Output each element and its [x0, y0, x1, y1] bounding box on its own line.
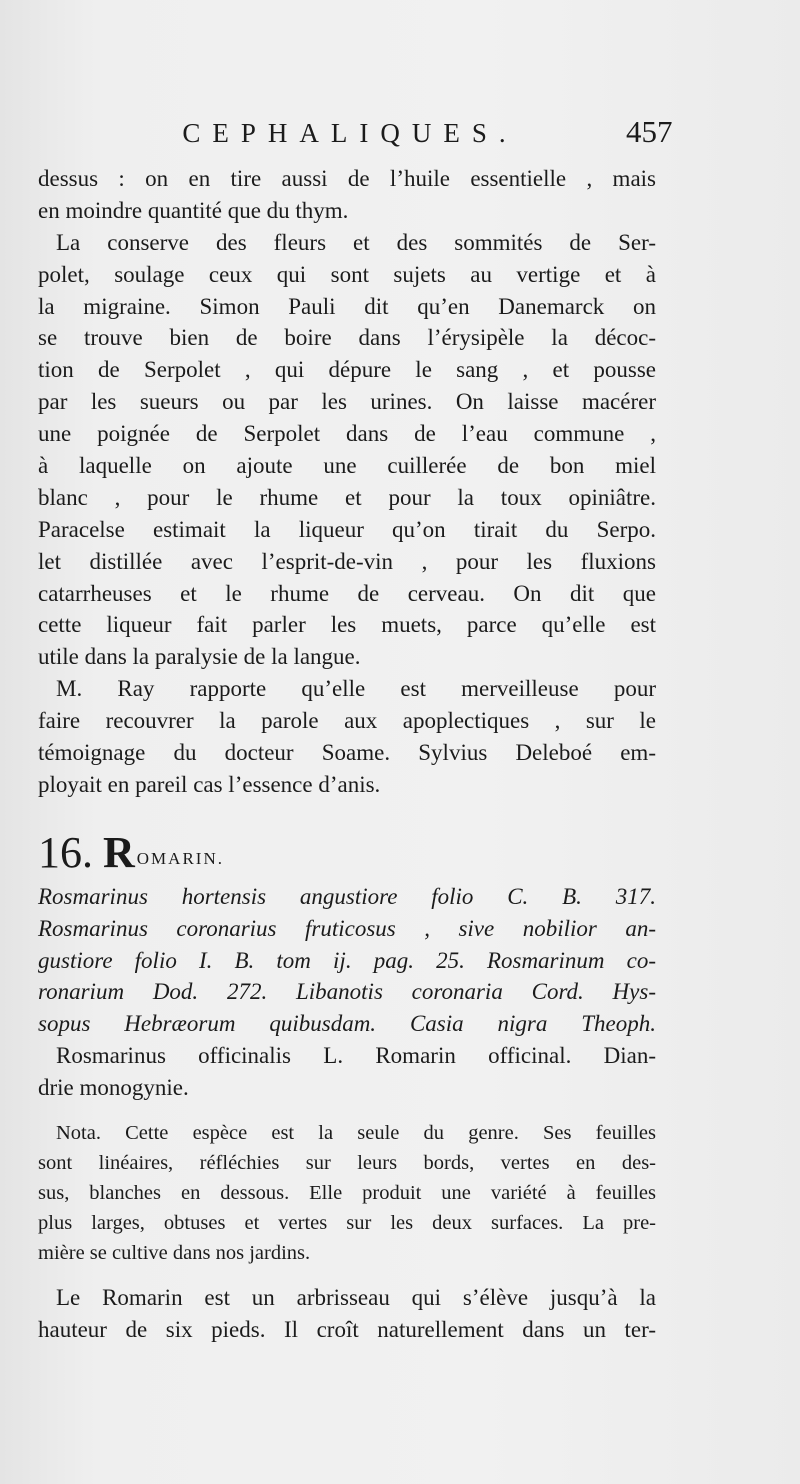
officinal-line: Rosmarinus officinalis L. Romarin officinal. Dian-: [56, 1043, 656, 1069]
nota-line: plus larges, obtuses et vertes sur les deux surfaces. La pre-: [38, 1212, 656, 1235]
text-line: Le Romarin est un arbrisseau qui s’élève jusqu’à la: [56, 1285, 656, 1311]
section-initial: R: [103, 827, 135, 877]
text-line: faire recouvrer la parole aux apoplectiques , sur le: [38, 708, 656, 734]
text-line: en moindre quantité que du thym.: [38, 197, 349, 223]
text-line: La conserve des fleurs et des sommités de Ser-: [56, 229, 656, 255]
spacer: [38, 1268, 656, 1282]
nota-line: sus, blanches en dessous. Elle produit une variété à feuilles: [38, 1182, 656, 1205]
text-line: témoignage du docteur Soame. Sylvius Deleboé em-: [38, 740, 656, 766]
text-line: se trouve bien de boire dans l’érysipèle la décoc-: [38, 325, 656, 351]
officinal-line: drie monogynie.: [38, 1075, 189, 1101]
nota-block: [38, 1118, 656, 1268]
page-number: 457: [626, 114, 673, 149]
nota-line: sont linéaires, réfléchies sur leurs bords, vertes en des-: [38, 1152, 656, 1175]
page-text: [38, 163, 656, 1346]
text-line: tion de Serpolet , qui dépure le sang , et pousse: [38, 357, 656, 383]
text-line: let distillée avec l’esprit-de-vin , pour les fluxions: [38, 548, 656, 574]
text-line: Paracelse estimait la liqueur qu’on tirait du Serpo.: [38, 516, 656, 542]
text-line: à laquelle on ajoute une cuillerée de bon miel: [38, 453, 656, 479]
section-title: OMARIN.: [136, 848, 224, 868]
text-line: par les sueurs ou par les urines. On laisse macérer: [38, 389, 656, 415]
text-line: hauteur de six pieds. Il croît naturellement dans un ter-: [38, 1316, 656, 1342]
text-line: cette liqueur fait parler les muets, parce qu’elle est: [38, 612, 656, 638]
text-line: M. Ray rapporte qu’elle est merveilleuse pour: [56, 676, 656, 702]
text-line: la migraine. Simon Pauli dit qu’en Danemarck on: [38, 293, 656, 319]
running-head: CEPHALIQUES.: [182, 118, 518, 148]
text-line: une poignée de Serpolet dans de l’eau commune ,: [38, 421, 656, 447]
synonym-line: Rosmarinus hortensis angustiore folio C. B. 317.: [38, 883, 656, 909]
text-line: polet, soulage ceux qui sont sujets au vertige et à: [38, 261, 656, 287]
nota-line: Nota. Cette espèce est la seule du genre. Ses feuilles: [56, 1122, 656, 1145]
spacer: [38, 1104, 656, 1118]
text-line: blanc , pour le rhume et pour la toux opiniâtre.: [38, 484, 656, 510]
synonym-line: ronarium Dod. 272. Libanotis coronaria Cord. Hys-: [38, 979, 656, 1005]
text-line: dessus : on en tire aussi de l’huile essentielle , mais: [38, 166, 656, 191]
synonym-line: gustiore folio I. B. tom ij. pag. 25. Rosmarinum co-: [38, 947, 656, 973]
text-line: ployait en pareil cas l’essence d’anis.: [38, 771, 381, 797]
synonym-line: Rosmarinus coronarius fruticosus , sive nobilior an-: [38, 915, 656, 941]
text-line: catarrheuses et le rhume de cerveau. On dit que: [38, 580, 656, 606]
nota-line: mière se cultive dans nos jardins.: [38, 1242, 311, 1265]
section-heading: [38, 801, 656, 875]
section-number: 16.: [38, 827, 93, 877]
synonym-line: sopus Hebræorum quibusdam. Casia nigra Theoph.: [38, 1011, 656, 1037]
text-line: utile dans la paralysie de la langue.: [38, 644, 361, 670]
